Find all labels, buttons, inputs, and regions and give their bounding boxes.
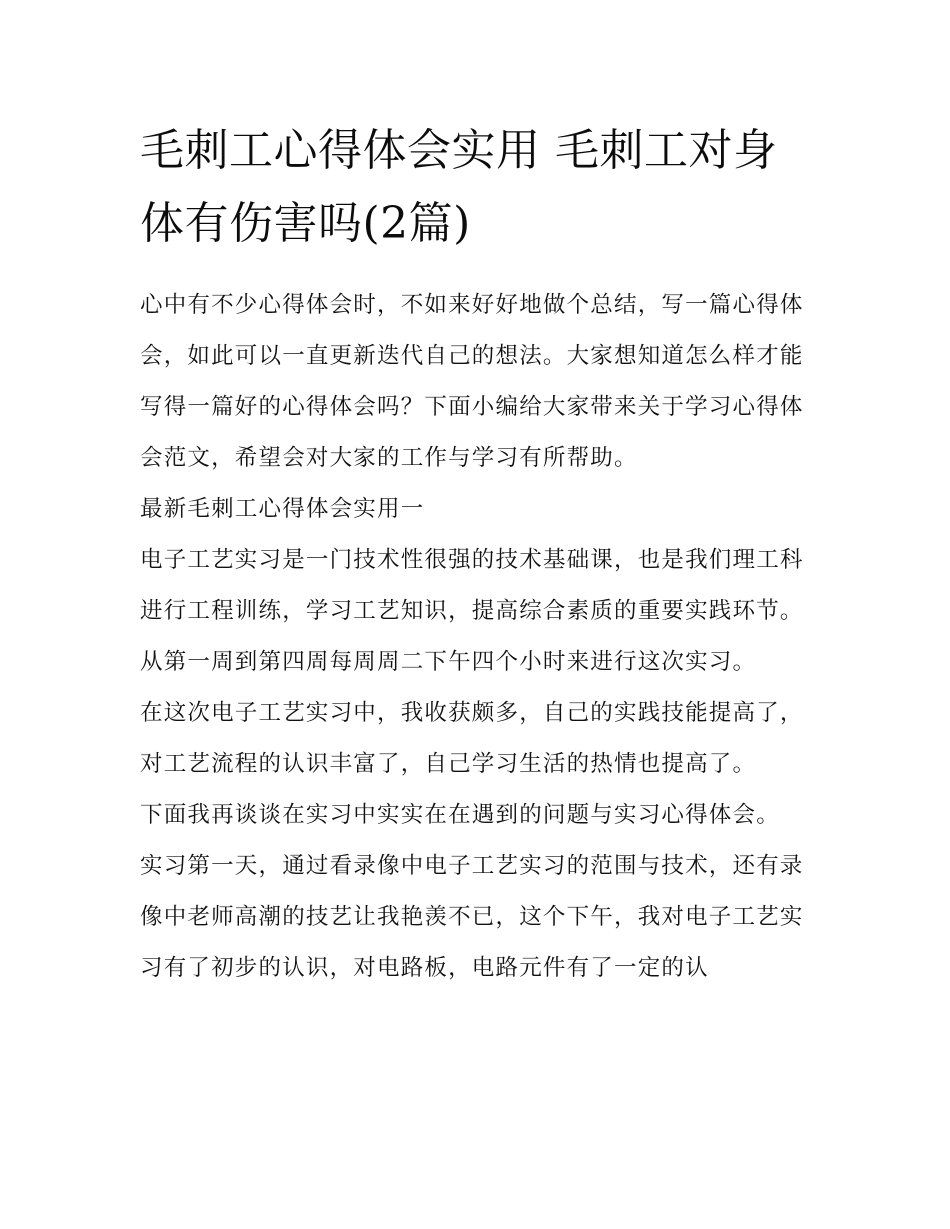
body-paragraph: 电子工艺实习是一门技术性很强的技术基础课，也是我们理工科进行工程训练，学习工艺知识，提高综合素质的重要实践环节。从第一周到第四周每周周二下午四个小时来进行这次实习。 <box>140 547 804 675</box>
document-body <box>140 114 812 994</box>
section-heading: 最新毛刺工心得体会实用一 <box>140 496 425 522</box>
document-title: 毛刺工心得体会实用 毛刺工对身体有伤害吗(2篇) <box>140 125 778 249</box>
body-paragraph: 实习第一天，通过看录像中电子工艺实习的范围与技术，还有录像中老师高潮的技艺让我艳羡不已，这个下午，我对电子工艺实习有了初步的认识，对电路板，电路元件有了一定的认 <box>140 853 804 981</box>
body-paragraph: 在这次电子工艺实习中，我收获颇多，自己的实践技能提高了，对工艺流程的认识丰富了，自己学习生活的热情也提高了。 <box>140 700 804 777</box>
intro-paragraph: 心中有不少心得体会时，不如来好好地做个总结，写一篇心得体会，如此可以一直更新迭代自己的想法。大家想知道怎么样才能写得一篇好的心得体会吗？下面小编给大家带来关于学习心得体会范文，希望会对大家的工作与学习有所帮助。 <box>140 292 804 471</box>
body-paragraph: 下面我再谈谈在实习中实实在在遇到的问题与实习心得体会。 <box>140 802 780 828</box>
